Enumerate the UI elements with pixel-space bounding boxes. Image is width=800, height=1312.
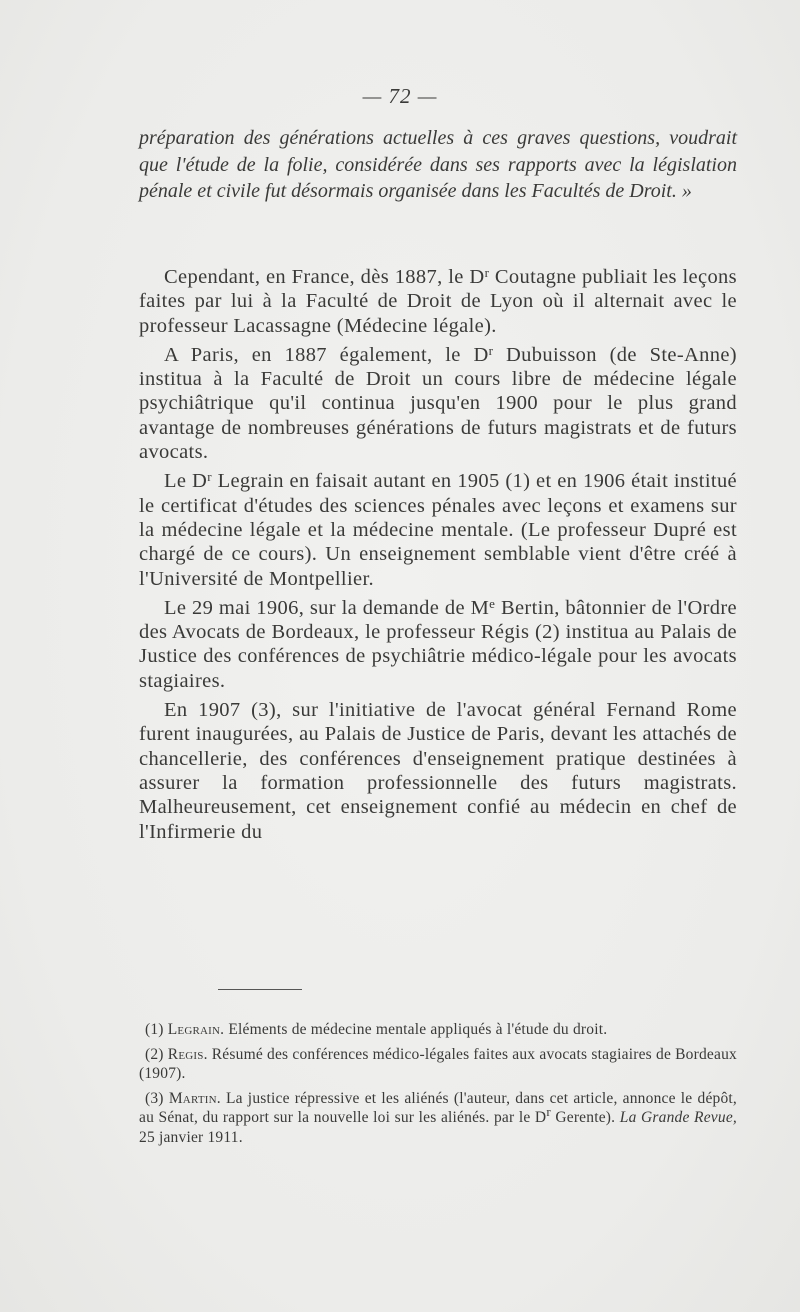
paragraph-2-text-continued: Dubuisson (de Ste-Anne) institua à la Faculté de Droit un cours libre de médecine légale psychiâtrique qu'il continua jusqu'en 1900 pour le plus grand avantage de nombreuses générations de futurs magistrats et de futurs avocats.: [139, 343, 737, 464]
quote-text: préparation des générations actuelles à ces graves questions, voudrait que l'étude de la folie, considérée dans ses rapports avec la législation pénale et civile fut désormais organisée dans les Facultés de Droit. »: [139, 127, 737, 202]
footnote-3-date: 25 janvier 1911.: [139, 1128, 243, 1146]
footnote-1-text: Eléments de médecine mentale appliqués à l'étude du droit.: [228, 1021, 608, 1038]
paragraph-4-text: Le 29 mai 1906, sur la demande de M: [164, 596, 490, 619]
footnote-3-marker: (3): [145, 1089, 164, 1107]
footnote-2-text: Résumé des conférences médico-légales faites aux avocats stagiaires de Bordeaux (1907).: [139, 1045, 737, 1082]
footnotes: [139, 1020, 737, 1152]
paragraph-1-text-continued: Coutagne publiait les leçons faites par lui à la Faculté de Droit de Lyon où il alternait avec le professeur Lacassagne (Médecine légale).: [139, 266, 737, 337]
footnote-2-marker: (2): [145, 1045, 164, 1063]
paragraph-1-superscript: r: [484, 265, 490, 280]
paragraph-4-text-continued: Bertin, bâtonnier de l'Ordre des Avocats de Bordeaux, le professeur Régis (2) institua au Palais de Justice des conférences de psychiâtrie médico-légale pour les avocats stagiaires.: [139, 596, 738, 692]
footnote-2: [139, 1045, 737, 1084]
paragraph-3-text: Le D: [164, 470, 208, 493]
footnote-1-marker: (1): [145, 1021, 164, 1038]
paragraph-2-text: A Paris, en 1887 également, le D: [164, 343, 489, 366]
paragraph-1: [139, 265, 737, 338]
footnote-2-author: Regis.: [167, 1045, 208, 1063]
paragraph-3-text-continued: Legrain en faisait autant en 1905 (1) et en 1906 était institué le certificat d'études des sciences pénales avec leçons et examens sur la médecine légale et la médecine mentale. (Le professeur Dupré est chargé de ce cours). Un enseignement semblable vient d'être créé à l'Université de Montpellier.: [139, 470, 737, 590]
footnote-separator: [218, 989, 302, 990]
paragraph-4-superscript: e: [489, 595, 496, 611]
footnote-3-text: La justice répressive et les aliénés (l'auteur, dans cet article, annonce le dépôt, au Sénat, du rapport sur la nouvelle loi sur les aliénés. par le D: [139, 1089, 738, 1126]
footnote-1: [139, 1020, 737, 1040]
paragraph-3-superscript: r: [207, 469, 212, 485]
paragraph-5: [139, 698, 737, 844]
footnote-3-source: La Grande Revue,: [619, 1109, 737, 1126]
italic-quote: [139, 125, 737, 205]
paragraph-2-superscript: r: [488, 342, 494, 358]
page-number: — 72 —: [362, 84, 438, 108]
footnote-3: [139, 1089, 737, 1148]
footnote-3-superscript: r: [546, 1104, 551, 1119]
footnote-3-author: Martin.: [168, 1089, 221, 1107]
paragraph-3: [139, 469, 737, 590]
paragraph-5-text: En 1907 (3), sur l'initiative de l'avocat général Fernand Rome furent inaugurées, au Palais de Justice de Paris, devant les attachés de chancellerie, des conférences d'enseignement pratique destinées à assurer la formation professionnelle des futurs magistrats. Malheureusement, cet enseignement confié au médecin en chef de l'Infirmerie du: [139, 699, 737, 843]
paragraph-4: [139, 596, 737, 693]
footnote-3-text-continued: Gerente).: [550, 1109, 616, 1126]
paragraph-1-text: Cependant, en France, dès 1887, le D: [164, 266, 485, 288]
paragraph-2: [139, 343, 737, 464]
footnote-1-author: Legrain.: [167, 1021, 225, 1038]
body-text: [139, 265, 737, 849]
